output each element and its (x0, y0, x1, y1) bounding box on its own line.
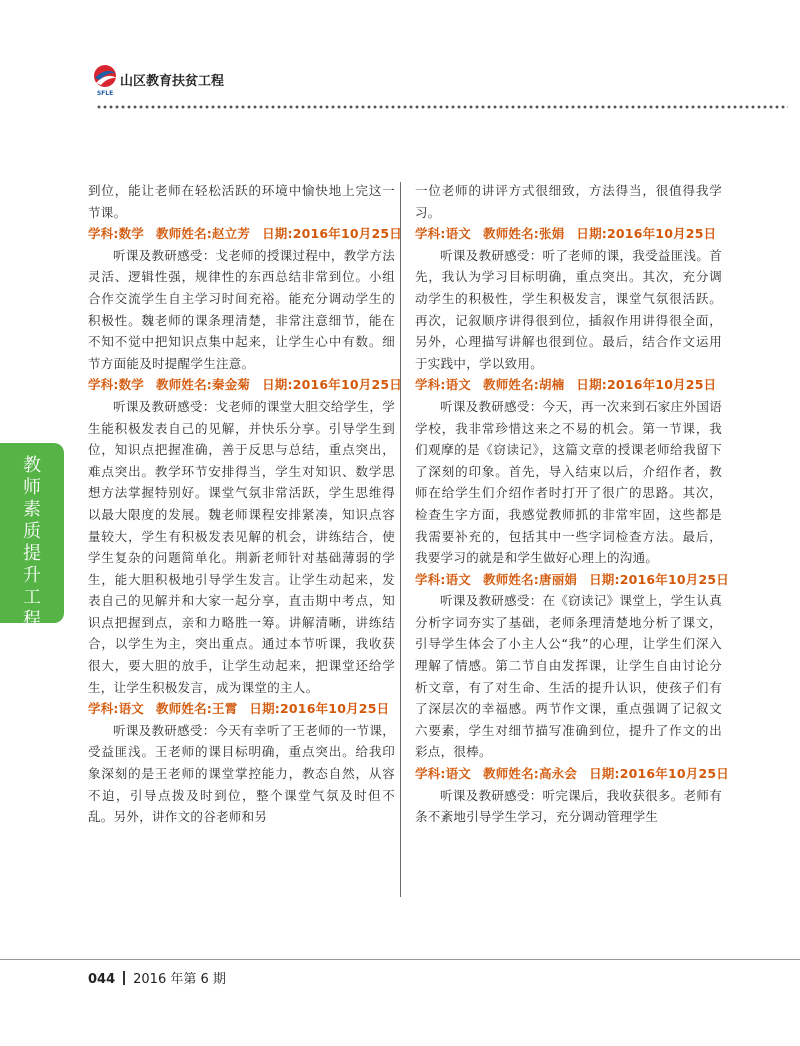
right-intro-paragraph: 一位老师的讲评方式很细致，方法得当，很值得我学习。 (415, 183, 722, 220)
entry-date: 日期:2016年10月25日 (249, 701, 390, 717)
entry-date: 日期:2016年10月25日 (262, 377, 402, 393)
right-column (415, 180, 729, 828)
entry-subject: 学科:语文 (415, 377, 471, 393)
entry-body: 听课及教研感受：今天有幸听了王老师的一节课，受益匪浅。王老师的课目标明确，重点突出。给我印象深刻的是王老师的课堂掌控能力，教态自然，从容不迫，引导点拨及时到位，整个课堂气氛及时但不乱。另外，讲作文的谷老师和另 (88, 722, 395, 825)
header-dotted-rule (96, 104, 788, 110)
entry-body: 听课及教研感受：听了老师的课，我受益匪浅。首先，我认为学习目标明确，重点突出。其次，充分调动学生的积极性，学生积极发言，课堂气氛很活跃。再次，记叙顺序讲得很到位，插叙作用讲得很全面，另外，心理描写讲解也很到位。最后，结合作文运用于实践中，学以致用。 (415, 247, 722, 371)
entry-subject: 学科:语文 (88, 701, 144, 717)
entry-date: 日期:2016年10月25日 (262, 226, 402, 242)
left-column (88, 180, 402, 828)
entry-subject: 学科:语文 (415, 766, 471, 782)
entry-teacher: 教师姓名:王霄 (156, 701, 238, 717)
side-section-label: 教师素质提升工程 (23, 455, 41, 630)
entry-teacher: 教师姓名:高永会 (483, 766, 578, 782)
entry-meta (415, 223, 722, 245)
entry-subject: 学科:数学 (88, 226, 144, 242)
side-section-tab (0, 443, 64, 630)
entry-body: 听课及教研感受：戈老师的授课过程中，教学方法灵活、逻辑性强，规律性的东西总结非常到位。小组合作交流学生自主学习时间充裕。能充分调动学生的积极性。魏老师的课条理清楚，非常注意细节，能在不知不觉中把知识点集中起来，让学生心中有数。细节方面能及时提醒学生注意。 (88, 247, 395, 371)
issue-label: 2016 年第 6 期 (133, 972, 226, 987)
entry-date: 日期:2016年10月25日 (576, 226, 717, 242)
entry-subject: 学科:语文 (415, 226, 471, 242)
entry-date: 日期:2016年10月25日 (589, 766, 729, 782)
column-divider (400, 182, 401, 897)
entry-subject: 学科:数学 (88, 377, 144, 393)
entry-body: 听课及教研感受：今天，再一次来到石家庄外国语学校，我非常珍惜这来之不易的机会。第一节课，我们观摩的是《窃读记》，这篇文章的授课老师给我留下了深刻的印象。首先，导入结束以后，介绍作者，教师在给学生们介绍作者时打开了很广的思路。其次，检查生字方面，我感觉教师抓的非常牢固，这些都是我需要补充的，包括其中一些字词检查方法。最后，我要学习的就是和学生做好心理上的沟通。 (415, 398, 722, 566)
entry-meta (415, 569, 729, 591)
entry-meta (415, 763, 729, 785)
footer-separator (123, 971, 125, 985)
entry-teacher: 教师姓名:秦金菊 (156, 377, 251, 393)
svg-text:SFLE: SFLE (96, 90, 114, 97)
entry-teacher: 教师姓名:赵立芳 (156, 226, 251, 242)
entry-meta (88, 374, 402, 396)
entry-teacher: 教师姓名:唐丽娟 (483, 571, 578, 587)
page-footer (88, 968, 226, 987)
entry-meta (88, 698, 395, 720)
entry-subject: 学科:语文 (415, 571, 471, 587)
entry-meta (88, 223, 402, 245)
entry-teacher: 教师姓名:张娟 (483, 226, 565, 242)
entry-body: 听课及教研感受：听完课后，我收获很多。老师有条不紊地引导学生学习，充分调动管理学生 (415, 787, 722, 825)
header-title: 山区教育扶贫工程 (120, 74, 225, 89)
entry-date: 日期:2016年10月25日 (589, 571, 729, 587)
entry-body: 听课及教研感受：在《窃读记》课堂上，学生认真分析字词夯实了基础，老师条理清楚地分析了课文，引导学生体会了小主人公“我”的心理，让学生们深入理解了情感。第二节自由发挥课，让学生自由讨论分析文章，有了对生命、生活的提升认识，使孩子们有了深层次的幸福感。两节作文课，重点强调了记叙文六要素，学生对细节描写准确到位，提升了作文的出彩点，很棒。 (415, 593, 722, 760)
page-number: 044 (88, 972, 116, 987)
entry-teacher: 教师姓名:胡楠 (483, 377, 565, 393)
sfle-logo-icon (90, 63, 120, 97)
left-intro-paragraph: 到位，能让老师在轻松活跃的环境中愉快地上完这一节课。 (88, 183, 395, 220)
entry-body: 听课及教研感受：戈老师的课堂大胆交给学生，学生能积极发表自己的见解，并快乐分享。引导学生到位，知识点把握准确，善于反思与总结，重点突出，难点突出。教学环节安排得当，学生对知识、数学思想方法掌握特别好。课堂气氛非常活跃，学生思维得以最大限度的发展。魏老师课程安排紧凑，知识点容量较大，学生有积极发表见解的机会，讲练结合，使学生复杂的问题简单化。荆新老师针对基础薄弱的学生，能大胆积极地引导学生发言。让学生动起来，发表自己的见解并和大家一起分享，直击期中考点，知识点把握到点，亲和力略胜一筹。讲解清晰，讲练结合，以学生为主，突出重点。通过本节听课，我收获很大，要大胆的放手，让学生动起来，把课堂还给学生，让学生积极发言，成为课堂的主人。 (88, 398, 395, 695)
entry-meta (415, 374, 722, 396)
footer-rule (0, 959, 800, 960)
entry-date: 日期:2016年10月25日 (576, 377, 717, 393)
page-header (90, 63, 710, 99)
